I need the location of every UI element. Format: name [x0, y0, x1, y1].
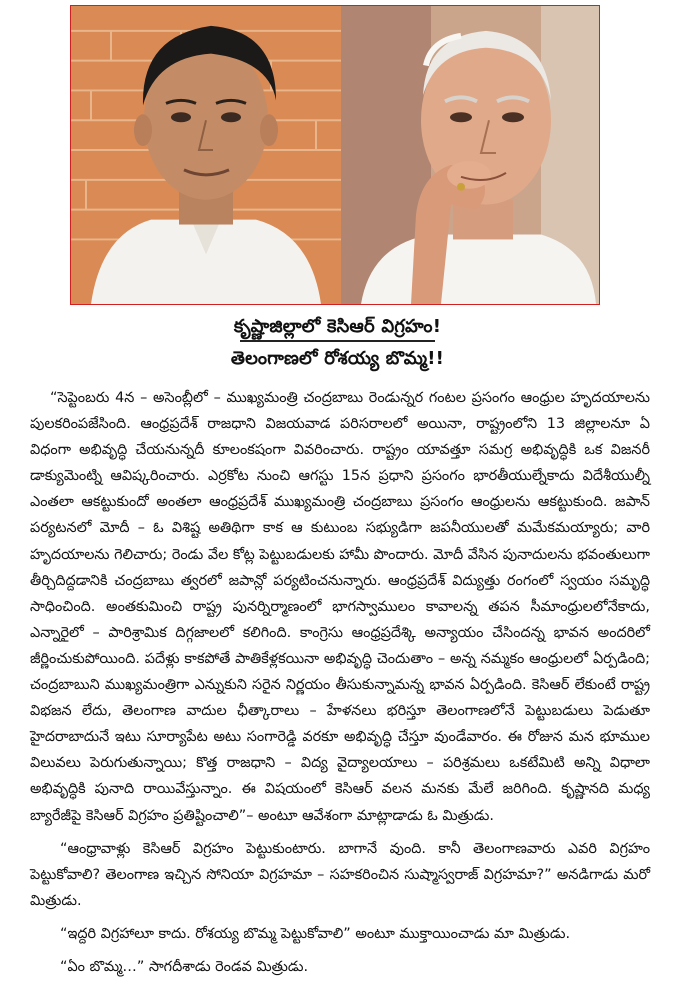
article-body	[30, 385, 650, 980]
rosaiah-photo	[341, 6, 600, 304]
headline-line-2: తెలంగాణలో రోశయ్య బొమ్మ!!	[230, 348, 445, 369]
headline-line-1: కృష్ణాజిల్లాలో కెసిఆర్ విగ్రహం!	[233, 316, 442, 337]
photo-collage	[70, 5, 600, 305]
article-paragraph: “సెప్టెంబరు 4న – అసెంబ్లీలో – ముఖ్యమంత్రి చంద్రబాబు రెండున్నర గంటల ప్రసంగం ఆంధ్రుల హృదయాలను పులకరింపజేసింది. ఆంధ్రప్రదేశ్ రాజధాని విజయవాడ పరిసరాలలో అయినా, రాష్ట్రంలోని 13 జిల్లాలనూ ఏ విధంగా అభివృద్ధి చేయనున్నదీ కూలంకషంగా వివరించారు. రాష్ట్రం యావత్తూ సమగ్ర అభివృద్ధికి ఒక విజనరీ డాక్యుమెంట్ని ఆవిష్కరించారు. ఎర్రకోట నుంచి ఆగస్టు 15న ప్రధాని ప్రసంగం భారతీయుల్నేకాదు విదేశీయుల్నీ ఎంతలా ఆకట్టుకుందో అంతలా ఆంధ్రప్రదేశ్ ముఖ్యమంత్రి చంద్రబాబు ప్రసంగం ఆంధ్రులను ఆకట్టుకుంది. జపాన్ పర్యటనలో మోదీ – ఓ విశిష్ట అతిథిగా కాక ఆ కుటుంబ సభ్యుడిగా జపనీయులతో మమేకమయ్యారు; వారి హృదయాలను గెలిచారు; రెండు వేల కోట్ల పెట్టుబడులకు హామీ పొందారు. మోదీ వేసిన పునాదులను భవంతులుగా తీర్చిదిద్దడానికి చంద్రబాబు త్వరలో జపాన్లో పర్యటించనున్నారు. ఆంధ్రప్రదేశ్ విద్యుత్తు రంగంలో స్వయం సమృద్ధి సాధించింది. అంతకుమించి రాష్ట్ర పునర్నిర్మాణంలో భాగస్వాములం కావాలన్న తపన సీమాంధ్రులలోనేకాదు, ఎన్నారైలో – పారిశ్రామిక దిగ్గజాలలో కలిగింది. కాంగ్రెసు ఆంధ్రప్రదేశ్కి అన్యాయం చేసిందన్న భావన అందరిలో జీర్ణించుకుపోయింది. పదేళ్లు కాకపోతే పాతికేళ్లకయినా అభివృద్ధి చెందుతాం – అన్న నమ్మకం ఆంధ్రులలో ఏర్పడింది; చంద్రబాబుని ముఖ్యమంత్రిగా ఎన్నుకుని సరైన నిర్ణయం తీసుకున్నామన్న భావన ఏర్పడింది. కెసిఆర్ లేకుంటే రాష్ట్ర విభజన లేదు, తెలంగాణ వాదుల ఛీత్కారాలు – హేళనలు భరిస్తూ తెలంగాణలోనే పెట్టుబడులు పెడుతూ హైదరాబాదునే ఇటు సూర్యాపేట అటు సంగారెడ్డి వరకూ అభివృద్ధి చేస్తూ వుండేవారం. ఈ రోజున మన భూముల విలువలు పెరుగుతున్నాయి; కొత్త రాజధాని – విద్య వైద్యాలయాలు – పరిశ్రమలు ఒకటేమిటి అన్ని విధాలా అభివృద్ధికి పునాది రాయివేస్తున్నాం. ఈ విషయంలో కెసిఆర్ వలన మనకు మేలే జరిగింది. కృష్ణానది మధ్య బ్యారేజీపై కెసిఆర్ విగ్రహం ప్రతిష్టించాలి”– అంటూ ఆవేశంగా మాట్లాడాడు ఓ మిత్రుడు.	[30, 390, 650, 824]
article-paragraph: “ఆంధ్రావాళ్లు కెసిఆర్ విగ్రహం పెట్టుకుంటారు. బాగానే వుంది. కానీ తెలంగాణవారు ఎవరి విగ్రహం పెట్టుకోవాలి? తెలంగాణ ఇచ్చిన సోనియా విగ్రహమా – సహకరించిన సుష్మాస్వరాజ్ విగ్రహమా?” అనడిగాడు మరో మిత్రుడు.	[30, 840, 650, 909]
article-paragraph: “ఇద్దరి విగ్రహాలూ కాదు. రోశయ్య బొమ్మ పెట్టుకోవాలి” అంటూ ముక్తాయించాడు మా మిత్రుడు.	[60, 925, 571, 942]
headline-divider	[240, 340, 435, 342]
kcr-photo	[71, 6, 341, 304]
article-paragraph: “ఏం బొమ్మ…” సాగదీశాడు రెండవ మిత్రుడు.	[60, 958, 309, 975]
